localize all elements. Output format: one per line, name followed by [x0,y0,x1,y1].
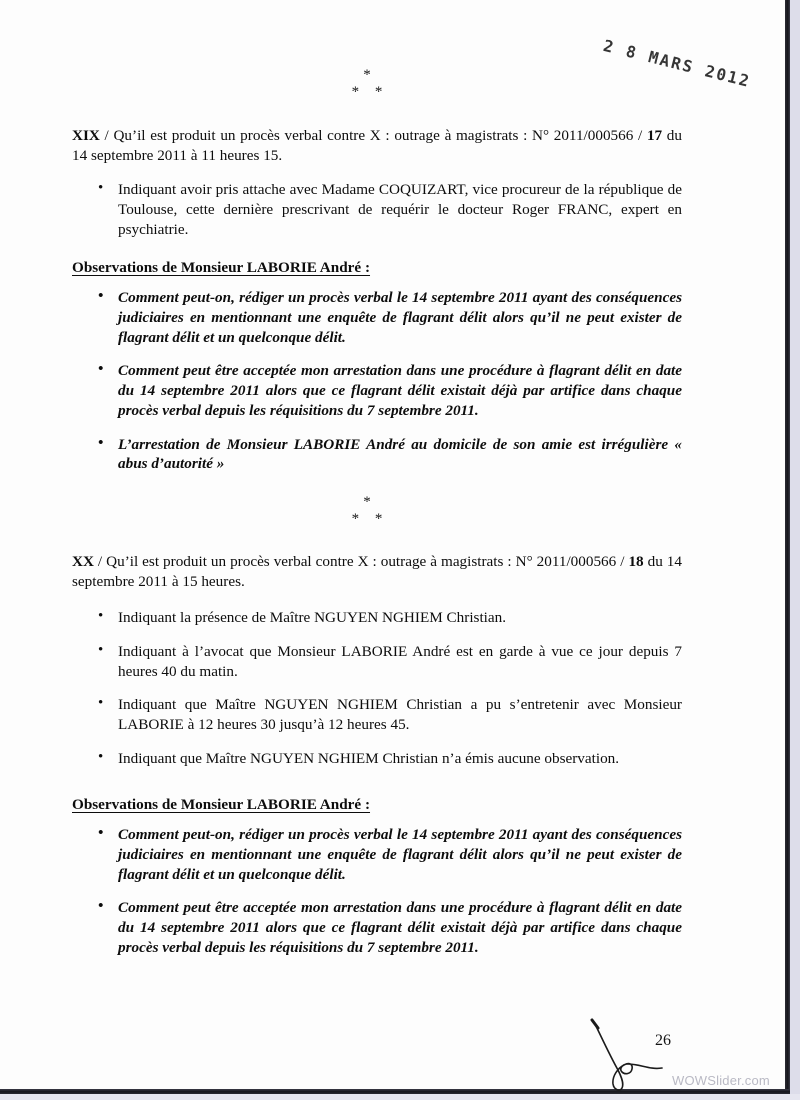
section-xix-bullets-block [72,180,682,253]
section-xix-roman-numeral: XIX [72,127,100,144]
section-separator-bottom [0,495,740,527]
section-xix-observations-block [72,288,682,488]
section-xx-heading-suffix: du 14 septembre 2011 à 15 heures. [72,553,682,590]
section-xx-observations-heading-block [72,795,682,815]
separator-star-pair-top: * * [351,84,389,100]
section-xx-roman-numeral: XX [72,553,94,570]
watermark: WOWSlider.com [672,1073,770,1088]
section-xix-bullet-list [72,180,682,239]
section-xix-heading-mid: / Qu’il est produit un procès verbal contre X : outrage à magistrats : N° 2011/000566 / [99,127,647,144]
section-xix-heading [72,126,682,166]
list-item: • Indiquant à l’avocat que Monsieur LABORIE André est en garde à vue ce jour depuis 7 heures 40 du matin. [72,642,682,682]
section-xx-bullets-block [72,608,682,783]
list-item: • Comment peut être acceptée mon arrestation dans une procédure à flagrant délit en date du 14 septembre 2011 alors que ce flagrant délit existait déjà par artifice dans chaque procès verbal depuis les réquisitions du 7 septembre 2011. [72,898,682,957]
observations-heading: Observations de Monsieur LABORIE André : [72,259,371,276]
section-xx-heading-mid: / Qu’il est produit un procès verbal contre X : outrage à magistrats : N° 2011/000566 / [93,553,629,570]
section-xx-observations-list [72,825,682,958]
list-item: • Indiquant la présence de Maître NGUYEN NGHIEM Christian. [72,608,682,628]
section-xx-heading-block [72,552,682,592]
section-xx-bullet-list [72,608,682,769]
page-edge-right [785,0,790,1092]
section-separator-top [0,68,740,100]
section-xix-observations-heading-block [72,258,682,278]
section-xix-heading-suffix: du 14 septembre 2011 à 11 heures 15. [72,127,682,164]
observations-heading: Observations de Monsieur LABORIE André : [72,796,371,813]
section-xx-heading [72,552,682,592]
list-item: • L’arrestation de Monsieur LABORIE André au domicile de son amie est irrégulière « abus d’autorité » [72,435,682,475]
list-item: • Comment peut-on, rédiger un procès verbal le 14 septembre 2011 ayant des conséquences judiciaires en mentionnant une enquête de flagrant délit alors qu’il ne peut exister de flagrant délit et un quelconque délit. [72,825,682,884]
section-xix-pv-number: 17 [646,127,663,144]
section-xix-observations-list [72,288,682,474]
section-xx-pv-number: 18 [628,553,644,570]
page-edge-bottom-outer [0,1094,800,1100]
section-xix-heading-block [72,126,682,166]
separator-star-top-2: * [363,494,377,510]
separator-star-pair-bottom: * * [351,511,389,527]
page-edge-right-outer [790,0,800,1100]
list-item: • Comment peut-on, rédiger un procès verbal le 14 septembre 2011 ayant des conséquences judiciaires en mentionnant une enquête de flagrant délit alors qu’il ne peut exister de flagrant délit et un quelconque délit. [72,288,682,347]
list-item: • Indiquant que Maître NGUYEN NGHIEM Christian a pu s’entretenir avec Monsieur LABORIE à 12 heures 30 jusqu’à 12 heures 45. [72,695,682,735]
list-item: • Indiquant que Maître NGUYEN NGHIEM Christian n’a émis aucune observation. [72,749,682,769]
list-item: • Comment peut être acceptée mon arrestation dans une procédure à flagrant délit en date du 14 septembre 2011 alors que ce flagrant délit existait déjà par artifice dans chaque procès verbal depuis les réquisitions du 7 septembre 2011. [72,361,682,420]
page-number: 26 [655,1032,671,1049]
section-xx-observations-block [72,825,682,972]
separator-star-top: * [363,67,377,83]
date-stamp: 2 8 MARS 2012 [601,36,753,92]
list-item: • Indiquant avoir pris attache avec Madame COQUIZART, vice procureur de la république de Toulouse, cette dernière prescrivant de requérir le docteur Roger FRANC, expert en psychiatrie. [72,180,682,239]
